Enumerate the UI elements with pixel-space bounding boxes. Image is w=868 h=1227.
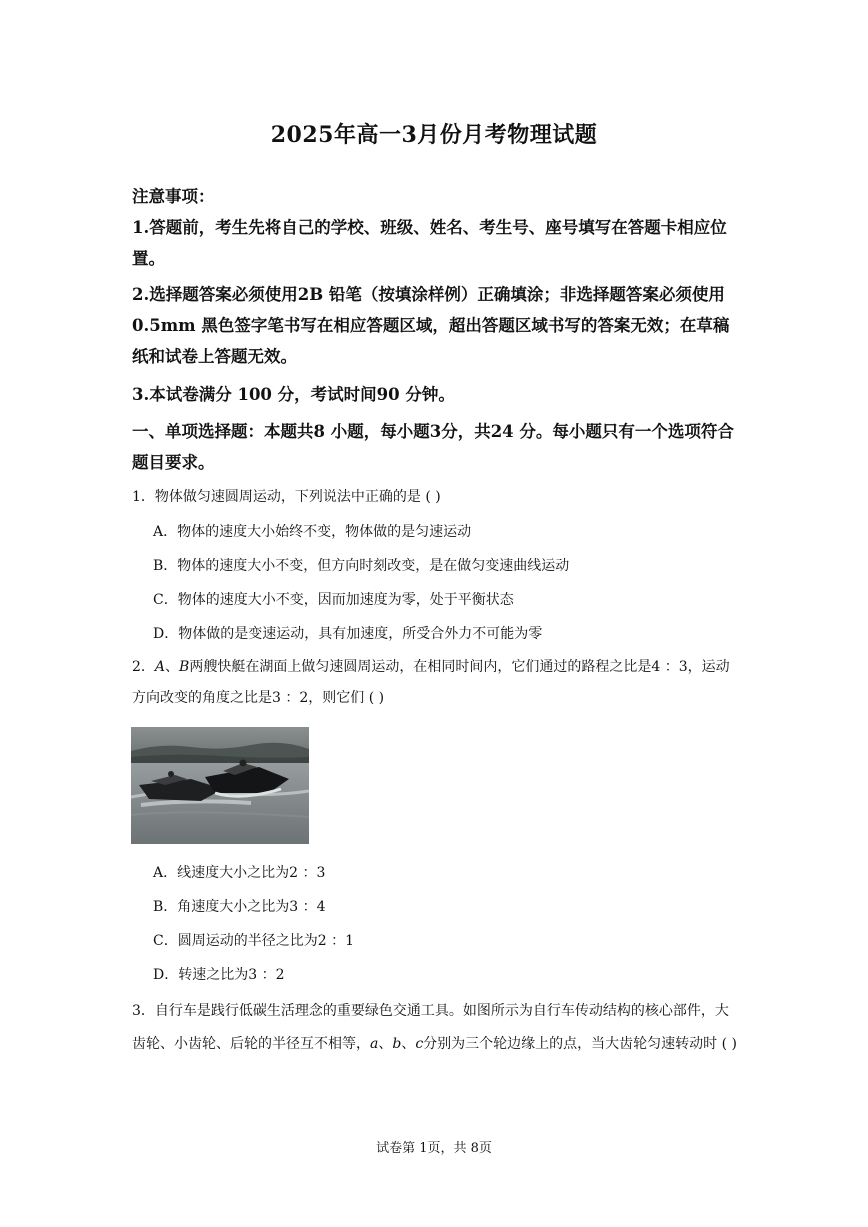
q1-option-c: C．物体的速度大小不变，因而加速度为零，处于平衡状态: [153, 592, 514, 608]
q2-option-d: D．转速之比为3 ：2: [153, 967, 285, 983]
notice-item-1: 1.答题前，考生先将自己的学校、班级、姓名、考生号、座号填写在答题卡相应位置。: [132, 218, 727, 268]
q1-option-a: A．物体的速度大小始终不变，物体做的是匀速运动: [153, 524, 472, 540]
q2-option-c: C．圆周运动的半径之比为2 ：1: [153, 933, 354, 949]
question-1-stem: 1．物体做匀速圆周运动，下列说法中正确的是 ( ): [132, 489, 441, 505]
notice-item-2: 2.选择题答案必须使用2B 铅笔（按填涂样例）正确填涂；非选择题答案必须使用0.5mm 黑色签字笔书写在相应答题区域，超出答题区域书写的答案无效；在草稿纸和试卷上答题无效。: [132, 285, 730, 366]
q2-option-a: A．线速度大小之比为2 ：3: [153, 865, 326, 881]
section-heading: 一、单项选择题：本题共8 小题，每小题3分，共24 分。每小题只有一个选项符合题目要求。: [132, 422, 734, 472]
question-2-stem: 2．A、B两艘快艇在湖面上做匀速圆周运动，在相同时间内，它们通过的路程之比是4 ：3，运动方向改变的角度之比是3 ：2，则它们 ( ): [132, 659, 730, 706]
page-title: 2025年高一3月份月考物理试题: [270, 122, 598, 148]
notice-heading: 注意事项：: [132, 187, 215, 206]
q1-option-b: B．物体的速度大小不变，但方向时刻改变，是在做匀变速曲线运动: [153, 558, 570, 574]
notice-item-3: 3.本试卷满分 100 分，考试时间90 分钟。: [132, 385, 455, 404]
q1-option-d: D．物体做的是变速运动，具有加速度，所受合外力不可能为零: [153, 626, 543, 642]
speedboats-photo: [131, 727, 309, 844]
q2-option-b: B．角速度大小之比为3 ：4: [153, 899, 326, 915]
question-3-stem: 3．自行车是践行低碳生活理念的重要绿色交通工具。如图所示为自行车传动结构的核心部件，大齿轮、小齿轮、后轮的半径互不相等，a、b、c分别为三个轮边缘上的点，当大齿轮匀速转动时 ( ): [132, 1003, 737, 1052]
page-footer: 试卷第 1页，共 8页: [376, 1141, 492, 1156]
